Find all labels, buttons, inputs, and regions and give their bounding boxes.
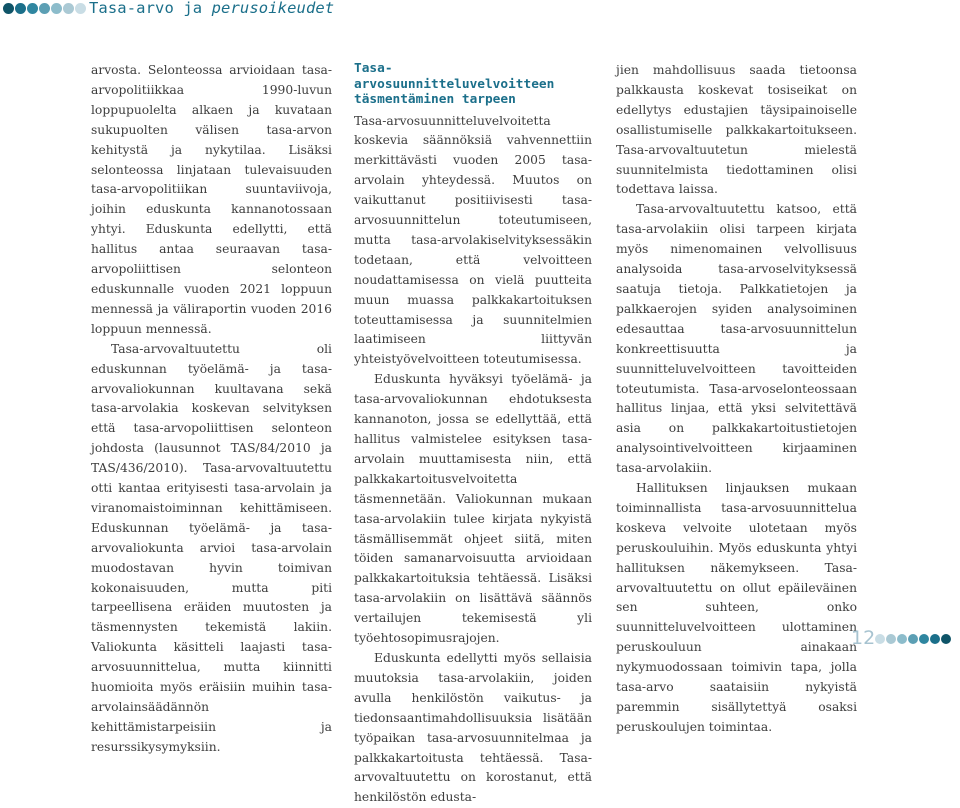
ornament-dot (27, 3, 38, 14)
paragraph: Tasa-arvovaltuutettu katsoo, että tasa-arvolakiin olisi tarpeen kirjata myös nimenomainen velvollisuus analysoida tasa-arvoselvityksessä saatuja tietoja. Palkkatietojen ja palkkaerojen syiden analysoiminen edesauttaa tasa-arvosuunnittelun konkreettisuutta ja suunnitteluvelvoitteen tavoitteiden toteutumista. Tasa-arvoselonteossaan hallitus linjaa, että yksi selvitettävä asia on palkkakartoitustietojen analysointivelvoitteen kirjaaminen tasa-arvolakiin. (616, 202, 857, 476)
ornament-dot (897, 634, 907, 644)
ornament-dot (875, 634, 885, 644)
section-heading: Tasa-arvosuunnitteluvelvoitteen täsmentäminen tarpeen (354, 61, 555, 107)
page-number: 12 (851, 627, 876, 649)
ornament-dot (941, 634, 951, 644)
header-dot-ornament (3, 2, 87, 14)
paragraph: Eduskunta hyväksyi työelämä- ja tasa-arvovaliokunnan ehdotuksesta kannanoton, jossa se edellyttää, että hallitus valmistelee esityksen tasa-arvolain muuttamisesta niin, että palkkakartoitusvelvoitetta täsmennetään. Valiokunnan mukaan tasa-arvolakiin tulee kirjata nykyistä täsmällisemmät ohjeet siitä, miten töiden samanarvoisuutta arvioidaan palkkakartoituksia tehtäessä. Lisäksi tasa-arvolakiin on lisättävä säännös vertailujen tekemisestä yli työehtosopimusrajojen. (354, 372, 592, 646)
paragraph: Tasa-arvosuunnitteluvelvoitetta koskevia säännöksiä vahvennettiin merkittävästi vuoden 2005 tasa-arvolain yhteydessä. Muutos on vaikuttanut positiivisesti tasa-arvosuunnittelun toteutumiseen, mutta tasa-arvolakiselvityksessäkin todetaan, että velvoitteen noudattamisessa on vielä puutteita muun muassa palkkakartoituksen toteuttamisessa ja suunnitelmien laatimiseen liittyvän yhteistyövelvoitteen toteutumisessa. (354, 113, 592, 367)
text-column-2 (354, 61, 592, 808)
running-title-main: Tasa-arvo ja (89, 0, 212, 17)
ornament-dot (51, 3, 62, 14)
ornament-dot (15, 3, 26, 14)
ornament-dot (908, 634, 918, 644)
ornament-dot (930, 634, 940, 644)
paragraph: Hallituksen linjauksen mukaan toiminnallista tasa-arvosuunnittelua koskeva velvoite ulotetaan myös peruskouluihin. Myös eduskunta yhtyi hallituksen näkemykseen. Tasa-arvovaltuutettu on ollut epäileväinen sen suhteen, onko suunnitteluvelvoitteen ulottaminen peruskouluun ainakaan nykymuodossaan toimivin tapa, jolla tasa-arvo saataisiin nykyistä paremmin sisällytettyä osaksi peruskoulujen toimintaa. (616, 481, 857, 734)
footer-dot-ornament (875, 634, 952, 644)
paragraph: Tasa-arvovaltuutettu oli eduskunnan työelämä- ja tasa-arvovaliokunnan kuultavana sekä tasa-arvolakia koskevan selvityksen että tasa-arvopoliittisen selonteon johdosta (lausunnot TAS/84/2010 ja TAS/436/2010). Tasa-arvovaltuutettu otti kantaa erityisesti tasa-arvolain ja viranomaistoiminnan kehittämiseen. Eduskunnan työelämä- ja tasa-arvovaliokunta arvioi tasa-arvolain muodostavan hyvin toimivan kokonaisuuden, mutta piti tarpeellisena eräiden muutosten ja täsmennysten tekemistä lakiin. Valiokunta käsitteli laajasti tasa-arvosuunnittelua, mutta kiinnitti huomioita myös eräisiin muihin tasa-arvolainsäädännön kehittämistarpeisiin ja resurssikysymyksiin. (91, 341, 332, 754)
ornament-dot (63, 3, 74, 14)
text-column-3 (616, 61, 857, 738)
ornament-dot (919, 634, 929, 644)
text-column-1 (91, 61, 332, 758)
ornament-dot (75, 3, 86, 14)
ornament-dot (886, 634, 896, 644)
page-header (0, 0, 960, 22)
running-title-italic: perusoikeudet (211, 0, 335, 17)
paragraph: jien mahdollisuus saada tietoonsa palkkausta koskevat tosiseikat on edellytys edustajien täysipainoiselle osallistumiselle palkkakartoitukseen. Tasa-arvovaltuutetun mielestä suunnitelmista tiedottaminen olisi todettava laissa. (616, 63, 857, 197)
paragraph: Eduskunta edellytti myös sellaisia muutoksia tasa-arvolakiin, joiden avulla henkilöstön vaikutus- ja tiedonsaantimahdollisuuksia lisätään työpaikan tasa-arvosuunnitelmaa ja palkkakartoitusta tehtäessä. Tasa-arvovaltuutettu on korostanut, että henkilöstön edusta- (354, 650, 592, 805)
ornament-dot (3, 3, 14, 14)
ornament-dot (39, 3, 50, 14)
running-title (89, 0, 334, 17)
paragraph: arvosta. Selonteossa arvioidaan tasa-arvopolitiikkaa 1990-luvun loppupuolelta alkaen ja kuvataan sukupuolten välisen tasa-arvon kehitystä ja nykytilaa. Lisäksi selonteossa linjataan tulevaisuuden tasa-arvopolitiikan suuntaviivoja, joihin eduskunta kannanotossaan yhtyi. Eduskunta edellytti, että hallitus antaa seuraavan tasa-arvopoliittisen selonteon eduskunnalle vuoden 2021 loppuun mennessä ja väliraportin vuoden 2016 loppuun mennessä. (91, 63, 332, 336)
